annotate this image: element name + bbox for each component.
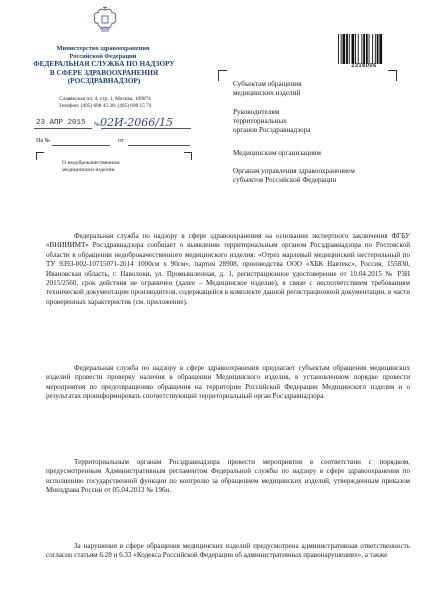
barcode (338, 34, 390, 64)
addressee-3 (233, 149, 393, 158)
addressee-4-line-2: субъектов Российской Федерации (233, 176, 337, 184)
addressee-3-line-1: Медицинским организациям (233, 149, 321, 157)
reference-date-label: от (118, 138, 124, 144)
number-label: № (94, 122, 100, 128)
ministry-name (28, 45, 178, 60)
addressee-2 (233, 108, 393, 135)
agency-line-2: В СФЕРЕ ЗДРАВООХРАНЕНИЯ (49, 67, 159, 77)
agency-line-3: (РОСЗДРАВНАДЗОР) (67, 76, 141, 86)
state-emblem-icon (91, 6, 119, 36)
reference-number-label: На № (36, 138, 51, 144)
agency-address (20, 96, 190, 109)
addressee-1-line-2: медицинских изделий (233, 89, 301, 97)
registration-number: 02И-2066/15 (100, 116, 174, 129)
addressee-4-line-1: Органам управления здравоохранением (233, 167, 355, 175)
subject-line-2: медицинском изделии (62, 167, 115, 173)
addressee-1 (233, 80, 393, 98)
addressee-2-line-2: территориальных (233, 117, 287, 125)
agency-name (24, 60, 184, 86)
body-paragraph-1: Федеральная служба по надзору в сфере здравоохранения на основании экспертного заключения ФГБУ «ВНИИИМТ» Росздравнадзора сообщает о выявлении территориальным органом Росздравнадзора по Ростовской области в обращении недоброкачественного медицинского изделия: «Отрез марлевый медицинский нестерильный по ТУ 9393-002-10715071-2014 1000см х 90см», партия 28908, производства ООО «ХБК Навтекс», Россия, 155830, Ивановская область, г. Наволоки, ул. Промышленная, д. 1, регистрационное удостоверение от 10.04.2015 № РЗН 2015/2560, срок действия не ограничен (далее – Медицинское изделие), в связи с несоответствием требованиям технической документации производителя, содержащейся в комплекте данной регистрационной документации, в части проверенных характеристик (см. приложение). (46, 232, 410, 306)
subject-bracket-left (36, 152, 44, 160)
body-paragraph-3: Территориальным органам Росздравнадзора провести мероприятия в соответствии с порядком, предусмотренным Административным регламентом Федеральной службы по надзору в сфере здравоохранения по исполнению государственной функции по контролю за обращением медицинских изделий, утвержденным приказом Минздрава России от 05.04.2013 № 196н. (46, 458, 410, 495)
body-paragraph-2: Федеральная служба по надзору в сфере здравоохранения предлагает субъектам обращения медицинских изделий провести проверку наличия в обращении Медицинского изделия, в установленном порядке провести мероприятия по предотвращению обращения на территории Российской Федерации Медицинского изделия и о результатах проинформировать соответствующий территориальный орган Росздравнадзора. (46, 364, 410, 401)
ministry-line-1: Министерство здравоохранения (56, 45, 150, 52)
addressee-1-line-1: Субъектам обращения (233, 80, 302, 88)
reference-number-line (52, 145, 110, 146)
addressee-bracket-left (218, 70, 227, 81)
address-line-2: Телефон: (495) 698 45 38; (495) 698 15 74 (58, 102, 152, 109)
addressee-2-line-1: Руководителям (233, 108, 280, 116)
addressee-2-line-3: органов Росздравнадзора (233, 126, 311, 134)
agency-line-1: ФЕДЕРАЛЬНАЯ СЛУЖБА ПО НАДЗОРУ (33, 59, 175, 68)
subject-line (62, 160, 162, 174)
barcode-number: 2318006 (351, 63, 377, 69)
date-underline (34, 128, 92, 129)
number-underline (101, 128, 191, 129)
addressee-4 (233, 167, 393, 185)
reference-date-line (128, 145, 190, 146)
subject-line-1: О недоброкачественном (62, 160, 120, 166)
registration-date: 23 АПР 2015 (36, 119, 86, 127)
body-paragraph-4: За нарушения в сфере обращения медицинских изделий предусмотрена административная ответственность согласно статьям 6.28 и 6.33 «Кодекса Российской Федерации об административных правонарушениях», а также (46, 542, 410, 560)
address-line-1: Славянская пл. 4, стр. 1, Москва, 109074 (59, 96, 151, 102)
subject-bracket-right (184, 152, 192, 160)
ministry-line-2: Российской Федерации (69, 52, 137, 60)
